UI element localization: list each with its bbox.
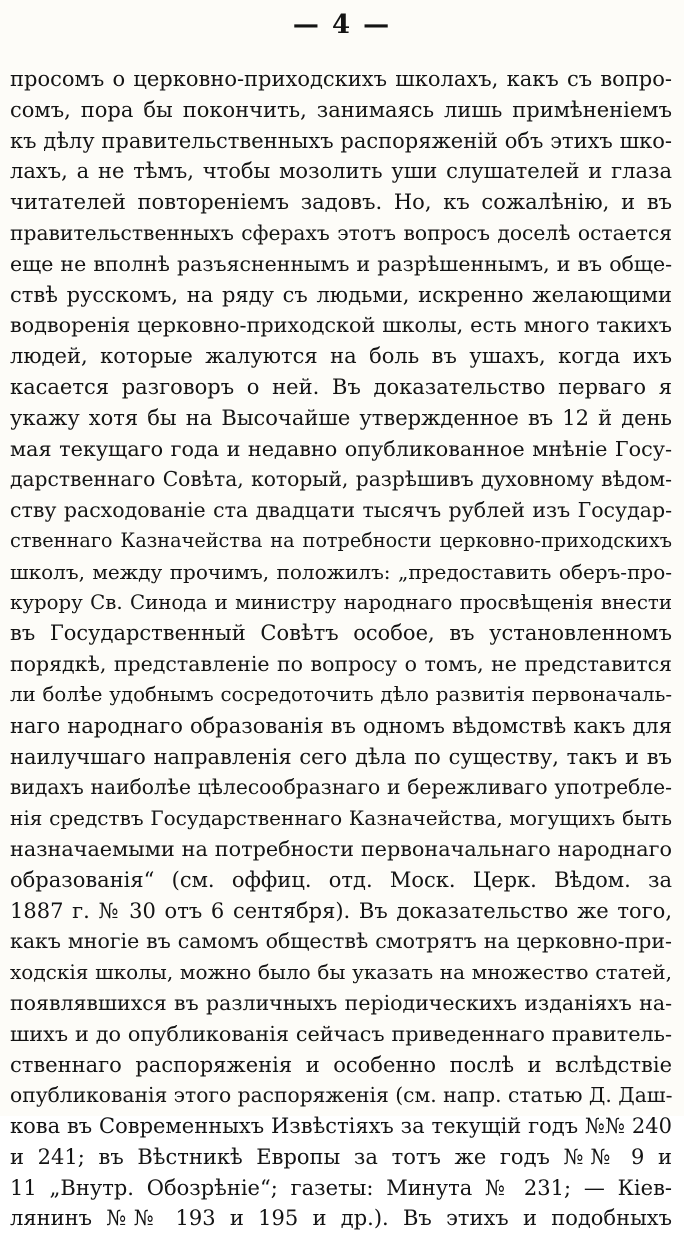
text-line: нія средствъ Государственнаго Казначейства, могущихъ быть <box>10 806 672 831</box>
text-line: ствѣ русскомъ, на ряду съ людьми, искренно желающими <box>10 282 672 307</box>
text-line: ли болѣе удобнымъ сосредоточить дѣло развитія первоначаль- <box>10 682 672 706</box>
text-line: въ Государственный Совѣтъ особое, въ установленномъ <box>10 621 672 646</box>
text-line: ственнаго распоряженія и особенно послѣ и вслѣдствіе <box>10 1052 672 1077</box>
text-line: ходскія школы, можно было бы указать на множество статей, <box>10 960 672 985</box>
text-line: касается разговоръ о ней. Въ доказательство перваго я <box>10 374 672 399</box>
text-line: 1887 г. № 30 отъ 6 сентября). Въ доказательство же того, <box>10 898 672 923</box>
text-line: наго народнаго образованія въ одномъ вѣдомствѣ какъ для <box>10 713 672 738</box>
text-line: образованія“ (см. оффиц. отд. Моск. Церк. Вѣдом. за <box>10 867 672 892</box>
text-line: какъ многіе въ самомъ обществѣ смотрятъ на церковно-при- <box>10 929 672 954</box>
text-line: просомъ о церковно-приходскихъ школахъ, какъ съ вопро- <box>10 67 672 91</box>
text-line: кова въ Современныхъ Извѣстіяхъ за текущій годъ №№ 240 <box>10 1114 672 1139</box>
text-line: мая текущаго года и недавно опубликованное мнѣніе Госу- <box>10 436 672 461</box>
text-line: шихъ и до опубликованія сейчасъ приведеннаго правитель- <box>10 1021 672 1046</box>
text-line: порядкѣ, представленіе по вопросу о томъ, не представится <box>10 652 672 677</box>
text-line: ству расходованіе ста двадцати тысячъ рублей изъ Государ- <box>10 498 672 523</box>
text-line: видахъ наиболѣе цѣлесообразнаго и бережливаго употребле- <box>10 775 672 800</box>
page-number: — 4 — <box>292 10 392 40</box>
text-line: ственнаго Казначейства на потребности церковно-приходскихъ <box>10 528 672 552</box>
text-line: назначаемыми на потребности первоначальнаго народнаго <box>10 836 672 861</box>
text-line: сомъ, пора бы покончить, занимаясь лишь примѣненіемъ <box>10 97 672 122</box>
text-line: людей, которые жалуются на боль въ ушахъ, когда ихъ <box>10 344 672 369</box>
text-line: и 241; въ Вѣстникѣ Европы за тотъ же годъ №№ 9 и <box>10 1144 672 1169</box>
text-line: правительственныхъ сферахъ этотъ вопросъ доселѣ остается <box>10 220 672 245</box>
text-line: водворенія церковно-приходской школы, есть много такихъ <box>10 313 672 338</box>
text-line: лахъ, а не тѣмъ, чтобы мозолить уши слушателей и глаза <box>10 159 672 184</box>
text-line: лянинъ №№ 193 и 195 и др.). Въ этихъ и подобныхъ <box>10 1206 672 1231</box>
body-text <box>10 64 672 1234</box>
text-line: наилучшаго направленія сего дѣла по существу, такъ и въ <box>10 744 672 769</box>
text-line: опубликованія этого распоряженія (см. напр. статью Д. Даш- <box>10 1083 673 1108</box>
text-line: 11 „Внутр. Обозрѣніе“; газеты: Минута № 231; — Кіев- <box>10 1175 672 1200</box>
text-line: читателей повтореніемъ задовъ. Но, къ сожалѣнію, и въ <box>10 190 672 215</box>
text-line: курору Св. Синода и министру народнаго просвѣщенія внести <box>10 590 672 614</box>
text-line: къ дѣлу правительственныхъ распоряженій объ этихъ шко- <box>10 128 672 153</box>
text-line: школъ, между прочимъ, положилъ: „предоставить оберъ-про- <box>10 559 672 584</box>
text-line: еще не вполнѣ разъясненнымъ и разрѣшеннымъ, и въ обще- <box>10 251 672 276</box>
text-line: укажу хотя бы на Высочайше утвержденное въ 12 й день <box>10 405 672 430</box>
text-line: дарственнаго Совѣта, который, разрѣшивъ духовному вѣдом- <box>10 467 672 492</box>
text-line: появлявшихся въ различныхъ періодическихъ изданіяхъ на- <box>10 990 672 1015</box>
